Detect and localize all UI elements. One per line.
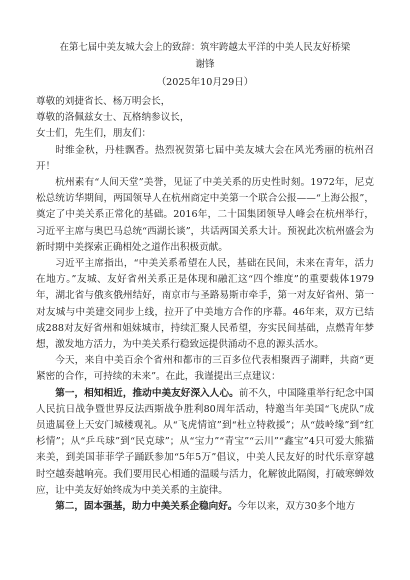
second-proposal-text: 今年以来，双方30多个地方 [237,501,356,513]
document-header [34,40,376,92]
paragraph-opening: 时维金秋，丹桂飘香。热烈祝贺第七届中美友城大会在风光秀丽的杭州召开！ [36,144,374,172]
paragraph-today: 今天，来自中美百余个省州和都市的三百多位代表相聚西子湖畔，共商“更紧密的合作，可持续的未来”。在此，我谨提出三点建议： [36,355,374,383]
first-proposal-text: 前不久，中国隆重举行纪念中国人民抗日战争暨世界反法西斯战争胜利80周年活动，特邀当年美国“飞虎队”成员遗属登上天安门城楼观礼。从“飞虎情谊”到“杜立特救援”；从“鼓岭缘”到“红杉情”；从“乒乓球”到“民克球”；从“宝力”“青宝”“云川”“鑫宝”4只可爱大熊猫来美，到美国菲菲学子踊跃参加“5年5万”倡议，中美人民友好的时代乐章穿越时空越奏越响亮。我们要用民心相通的温暖与活力，化解彼此隔阂，打破寒蝉效应，让中美友好始终成为中美关系的主旋律。 [36,387,375,496]
paragraph-xi-quote: 习近平主席指出，“中美关系希望在人民，基础在民间，未来在青年，活力在地方。”友城、友好省州关系正是体现和融汇这“四个维度”的重要载体1979年，湖北省与俄亥俄州结好，南京市与圣路易斯市牵手，第一对友好省州、第一对友城与中美建交同步上线，拉开了中美地方合作的序幕。46年来，双方已结成288对友好省州和姐妹城市，持续汇聚人民希望，夯实民间基础，点燃青年梦想，激发地方活力，为中美关系行稳致远提供涌动不息的源头活水。 [36,258,374,351]
paragraph-first-proposal [36,386,374,499]
second-proposal-heading: 第二，固本强基，助力中美关系企稳向好。 [55,501,238,513]
document-date: （2025年10月29日） [156,77,254,89]
document-title: 在第七届中美友城大会上的致辞：筑牢跨越太平洋的中美人民友好桥梁 [59,42,351,53]
paragraph-hangzhou: 杭州素有“人间天堂”美誉，见证了中美关系的历史性时刻。1972年，尼克松总统访华期间，两国领导人在杭州商定中美第一个联合公报——“上海公报”，奠定了中美关系正常化的基础。2016年，二十国集团领导人峰会在杭州举行，习近平主席与奥巴马总统“西湖长谈”，共话两国关系大计。预祝此次杭州盛会为新时期中美探索正确相处之道作出积极贡献。 [36,177,374,253]
document-body [36,94,374,515]
salutation-line: 女士们，先生们，朋友们： [36,128,152,140]
salutation-line: 尊敬的刘捷省长、杨万明会长， [36,96,171,107]
first-proposal-heading: 第一，相知相近，推动中美友好深入人心。 [55,387,239,399]
salutation-line: 尊敬的洛佩兹女士、瓦格纳参议长， [36,112,190,124]
paragraph-second-proposal [36,499,374,515]
document-author: 谢锋 [195,59,215,71]
